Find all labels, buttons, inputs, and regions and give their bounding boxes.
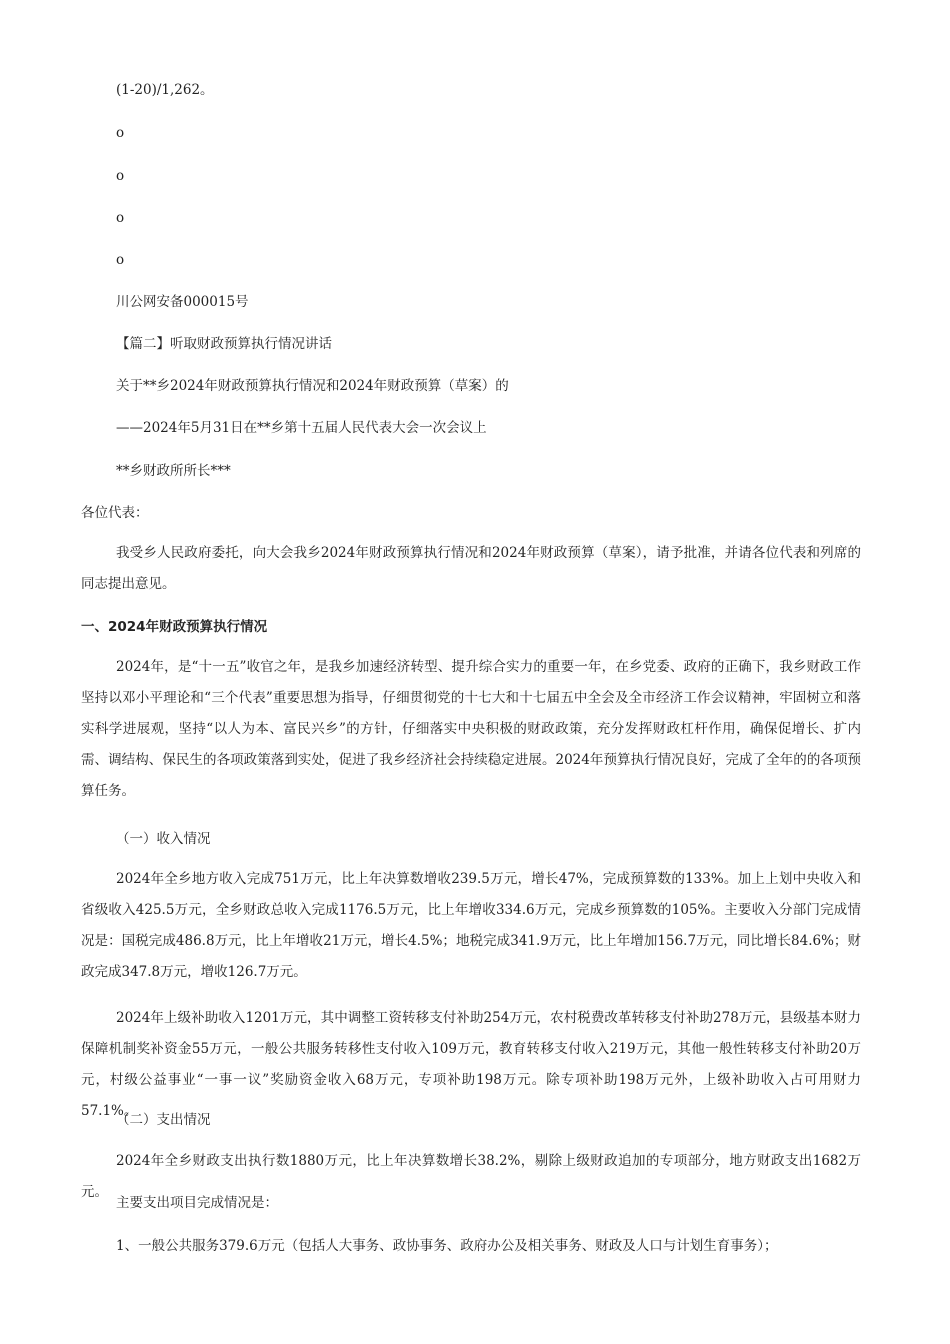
intro-paragraph: 我受乡人民政府委托，向大会我乡2024年财政预算执行情况和2024年财政预算（草案），请予批准，并请各位代表和列席的同志提出意见。 [81, 545, 861, 592]
list-bullet: o [116, 168, 125, 184]
fraction-line: (1-20)/1,262。 [116, 82, 214, 98]
salutation: 各位代表： [81, 505, 149, 521]
expense-items-intro: 主要支出项目完成情况是： [116, 1195, 278, 1211]
section-heading: 一、2024年财政预算执行情况 [81, 619, 268, 635]
list-bullet: o [116, 125, 125, 141]
report-title: 关于**乡2024年财政预算执行情况和2024年财政预算（草案）的 [116, 378, 509, 394]
section-paragraph: 2024年，是“十一五”收官之年，是我乡加速经济转型、提升综合实力的重要一年，在乡党委、政府的正确下，我乡财政工作坚持以邓小平理论和“三个代表”重要思想为指导，仔细贯彻党的十七大和十七届五中全会及全市经济工作会议精神，牢固树立和落实科学进展观，坚持“以人为本、富民兴乡”的方针，仔细落实中央积极的财政政策，充分发挥财政杠杆作用，确保促增长、扩内需、调结构、保民生的各项政策落到实处，促进了我乡经济社会持续稳定进展。2024年预算执行情况良好，完成了全年的的各项预算任务。 [81, 659, 861, 799]
expense-item: 1、一般公共服务379.6万元（包括人大事务、政协事务、政府办公及相关事务、财政及人口与计划生育事务）； [116, 1238, 778, 1254]
article-label: 【篇二】听取财政预算执行情况讲话 [116, 336, 332, 352]
income-paragraph: 2024年全乡地方收入完成751万元，比上年决算数增收239.5万元，增长47%，完成预算数的133%。加上上划中央收入和省级收入425.5万元，全乡财政总收入完成1176.5万元，比上年增收334.6万元，完成乡预算数的105%。主要收入分部门完成情况是：国税完成486.8万元，比上年增收21万元，增长4.5%；地税完成341.9万元，比上年增加156.7万元，同比增长84.6%；财政完成347.8万元，增收126.7万元。 [81, 871, 861, 980]
report-author: **乡财政所所长*** [116, 463, 231, 479]
list-bullet: o [116, 252, 125, 268]
report-subtitle: ——2024年5月31日在**乡第十五届人民代表大会一次会议上 [116, 420, 487, 436]
income-heading: （一）收入情况 [116, 831, 211, 847]
expense-paragraph: 2024年全乡财政支出执行数1880万元，比上年决算数增长38.2%，剔除上级财政追加的专项部分，地方财政支出1682万元。 [81, 1153, 861, 1200]
list-bullet: o [116, 210, 125, 226]
expense-heading: （二）支出情况 [116, 1112, 211, 1128]
registration-number: 川公网安备000015号 [116, 294, 249, 310]
income-paragraph: 2024年上级补助收入1201万元，其中调整工资转移支付补助254万元，农村税费改革转移支付补助278万元，县级基本财力保障机制奖补资金55万元，一般公共服务转移性支付收入109万元，教育转移支付收入219万元，其他一般性转移支付补助20万元，村级公益事业“一事一议”奖励资金收入68万元，专项补助198万元。除专项补助198万元外，上级补助收入占可用财力57.1%。 [81, 1010, 861, 1119]
